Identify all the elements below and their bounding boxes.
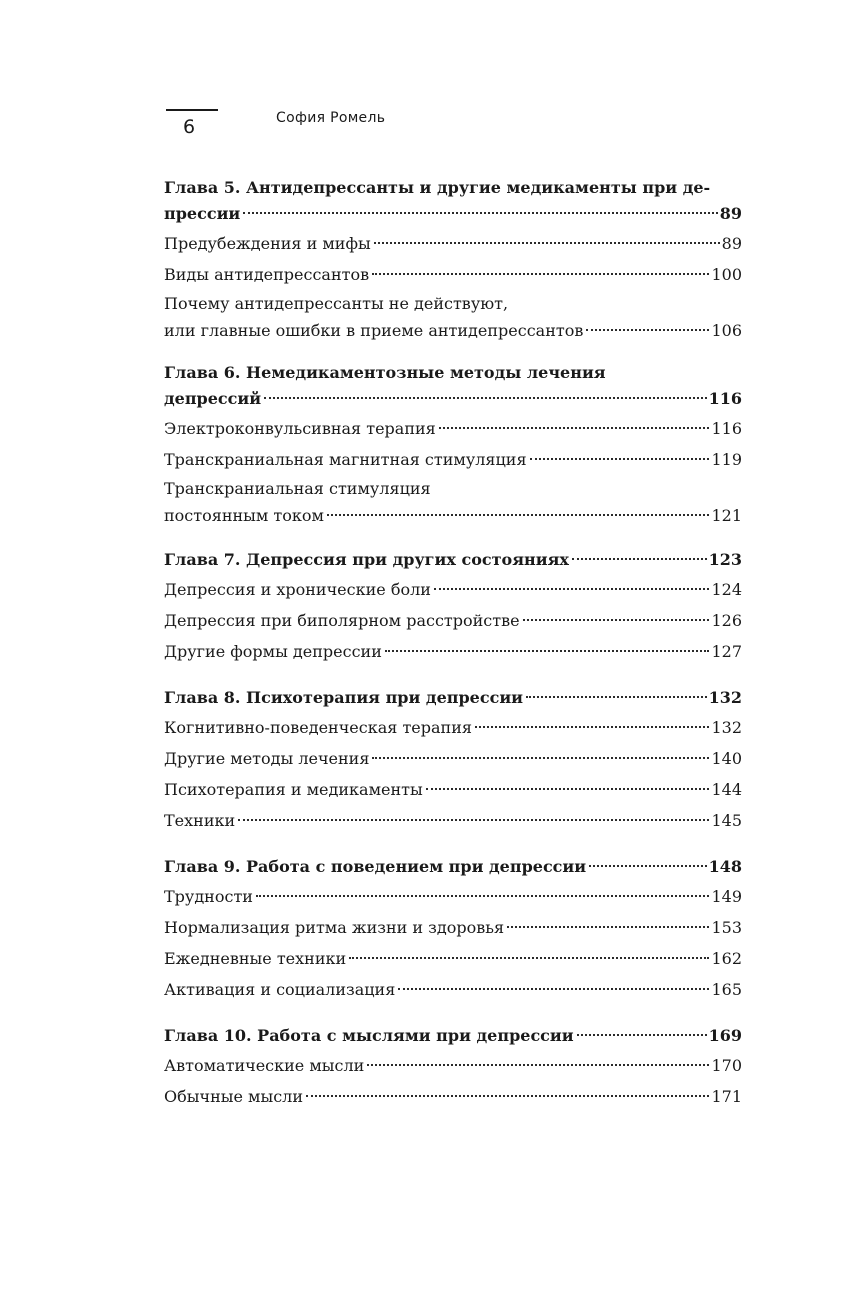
dot-leader bbox=[327, 514, 709, 516]
toc-chapter bbox=[164, 684, 742, 836]
entry-page: 116 bbox=[711, 419, 742, 438]
dot-leader bbox=[586, 329, 709, 331]
entry-title: Ежедневные техники bbox=[164, 949, 347, 968]
chapter-page: 123 bbox=[708, 550, 742, 569]
dot-leader bbox=[238, 819, 709, 821]
chapter-title-line: Глава 6. Немедикаментозные методы лечения bbox=[164, 363, 606, 382]
dot-leader bbox=[434, 588, 710, 590]
chapter-heading bbox=[164, 1022, 742, 1050]
entry-page: 132 bbox=[711, 718, 742, 737]
entry-page: 170 bbox=[711, 1056, 742, 1075]
dot-leader bbox=[256, 895, 710, 897]
dot-leader bbox=[243, 212, 717, 214]
toc-entry bbox=[164, 805, 742, 836]
entry-page: 89 bbox=[721, 234, 742, 253]
dot-leader bbox=[523, 619, 710, 621]
dot-leader bbox=[526, 696, 707, 698]
chapter-title-line: Глава 7. Депрессия при других состояниях bbox=[164, 550, 569, 569]
chapter-page: 148 bbox=[708, 857, 742, 876]
entry-page: 145 bbox=[711, 811, 742, 830]
folio-rule bbox=[166, 109, 218, 111]
entry-page: 126 bbox=[711, 611, 742, 630]
dot-leader bbox=[264, 397, 706, 399]
dot-leader bbox=[367, 1064, 709, 1066]
dot-leader bbox=[572, 558, 707, 560]
entry-title: или главные ошибки в приеме антидепрессантов bbox=[164, 321, 584, 340]
toc-entry bbox=[164, 259, 742, 290]
toc-entry bbox=[164, 574, 742, 605]
dot-leader bbox=[439, 427, 710, 429]
chapter-page: 132 bbox=[708, 688, 742, 707]
entry-title: Обычные мысли bbox=[164, 1087, 303, 1106]
entry-page: 127 bbox=[711, 642, 742, 661]
dot-leader bbox=[426, 788, 710, 790]
entry-title: Транскраниальная стимуляция bbox=[164, 479, 431, 498]
running-head-author: София Ромель bbox=[276, 110, 386, 126]
toc-entry bbox=[164, 228, 742, 259]
dot-leader bbox=[372, 273, 709, 275]
dot-leader bbox=[374, 242, 720, 244]
chapter-page: 169 bbox=[708, 1026, 742, 1045]
toc-entry bbox=[164, 943, 742, 974]
toc-entry bbox=[164, 444, 742, 475]
chapter-title-row bbox=[164, 684, 742, 712]
entry-title-row bbox=[164, 502, 742, 529]
dot-leader bbox=[589, 865, 706, 867]
toc-chapter bbox=[164, 546, 742, 667]
entry-title: Автоматические мысли bbox=[164, 1056, 365, 1075]
chapter-heading bbox=[164, 361, 742, 413]
entry-page: 119 bbox=[711, 450, 742, 469]
entry-title: Активация и социализация bbox=[164, 980, 396, 999]
entry-title: Депрессия и хронические боли bbox=[164, 580, 431, 599]
toc-chapter bbox=[164, 1022, 742, 1112]
chapter-title-line: Глава 5. Антидепрессанты и другие медикаменты при де- bbox=[164, 178, 711, 197]
entry-page: 171 bbox=[711, 1087, 742, 1106]
entry-page: 124 bbox=[711, 580, 742, 599]
toc-entry bbox=[164, 974, 742, 1005]
toc-entry bbox=[164, 774, 742, 805]
chapter-heading bbox=[164, 176, 742, 228]
toc-entry bbox=[164, 475, 742, 529]
toc-entry bbox=[164, 743, 742, 774]
dot-leader bbox=[385, 650, 710, 652]
entry-title: Другие методы лечения bbox=[164, 749, 370, 768]
chapter-heading bbox=[164, 546, 742, 574]
toc-entry bbox=[164, 413, 742, 444]
entry-title: Электроконвульсивная терапия bbox=[164, 419, 436, 438]
toc-chapter bbox=[164, 361, 742, 529]
entry-title: Трудности bbox=[164, 887, 253, 906]
chapter-title-line: Глава 8. Психотерапия при депрессии bbox=[164, 688, 524, 707]
entry-page: 162 bbox=[711, 949, 742, 968]
dot-leader bbox=[372, 757, 709, 759]
entry-title: Виды антидепрессантов bbox=[164, 265, 370, 284]
entry-page: 121 bbox=[711, 506, 742, 525]
chapter-title-line: прессии bbox=[164, 204, 241, 223]
toc-entry bbox=[164, 1081, 742, 1112]
entry-title: Предубеждения и мифы bbox=[164, 234, 371, 253]
entry-page: 100 bbox=[711, 265, 742, 284]
dot-leader bbox=[475, 726, 709, 728]
dot-leader bbox=[398, 988, 709, 990]
toc-entry bbox=[164, 1050, 742, 1081]
table-of-contents bbox=[164, 176, 742, 1112]
toc-entry bbox=[164, 290, 742, 344]
chapter-title-line: депрессий bbox=[164, 389, 262, 408]
dot-leader bbox=[349, 957, 709, 959]
chapter-page: 116 bbox=[708, 389, 742, 408]
entry-title-row bbox=[164, 317, 742, 344]
dot-leader bbox=[577, 1034, 707, 1036]
chapter-title-line: Глава 9. Работа с поведением при депрессии bbox=[164, 857, 587, 876]
chapter-heading bbox=[164, 853, 742, 881]
entry-title: Депрессия при биполярном расстройстве bbox=[164, 611, 520, 630]
entry-title: Психотерапия и медикаменты bbox=[164, 780, 423, 799]
toc-entry bbox=[164, 912, 742, 943]
entry-title: Когнитивно-поведенческая терапия bbox=[164, 718, 472, 737]
chapter-title-row bbox=[164, 385, 742, 413]
toc-entry bbox=[164, 712, 742, 743]
chapter-page: 89 bbox=[719, 204, 742, 223]
dot-leader bbox=[306, 1095, 709, 1097]
entry-page: 106 bbox=[711, 321, 742, 340]
entry-page: 153 bbox=[711, 918, 742, 937]
chapter-title-line: Глава 10. Работа с мыслями при депрессии bbox=[164, 1026, 574, 1045]
chapter-title-row bbox=[164, 853, 742, 881]
chapter-title-row bbox=[164, 546, 742, 574]
entry-page: 165 bbox=[711, 980, 742, 999]
entry-page: 149 bbox=[711, 887, 742, 906]
entry-title: постоянным током bbox=[164, 506, 324, 525]
toc-chapter bbox=[164, 853, 742, 1005]
entry-page: 144 bbox=[711, 780, 742, 799]
entry-title: Нормализация ритма жизни и здоровья bbox=[164, 918, 505, 937]
dot-leader bbox=[530, 458, 710, 460]
chapter-heading bbox=[164, 684, 742, 712]
toc-entry bbox=[164, 881, 742, 912]
dot-leader bbox=[507, 926, 709, 928]
toc-entry bbox=[164, 636, 742, 667]
entry-title: Транскраниальная магнитная стимуляция bbox=[164, 450, 527, 469]
chapter-title-row bbox=[164, 1022, 742, 1050]
toc-chapter bbox=[164, 176, 742, 344]
entry-title: Другие формы депрессии bbox=[164, 642, 382, 661]
page-number: 6 bbox=[183, 116, 196, 138]
entry-title: Техники bbox=[164, 811, 236, 830]
toc-entry bbox=[164, 605, 742, 636]
entry-page: 140 bbox=[711, 749, 742, 768]
chapter-title-row bbox=[164, 200, 742, 228]
entry-title: Почему антидепрессанты не действуют, bbox=[164, 294, 509, 313]
